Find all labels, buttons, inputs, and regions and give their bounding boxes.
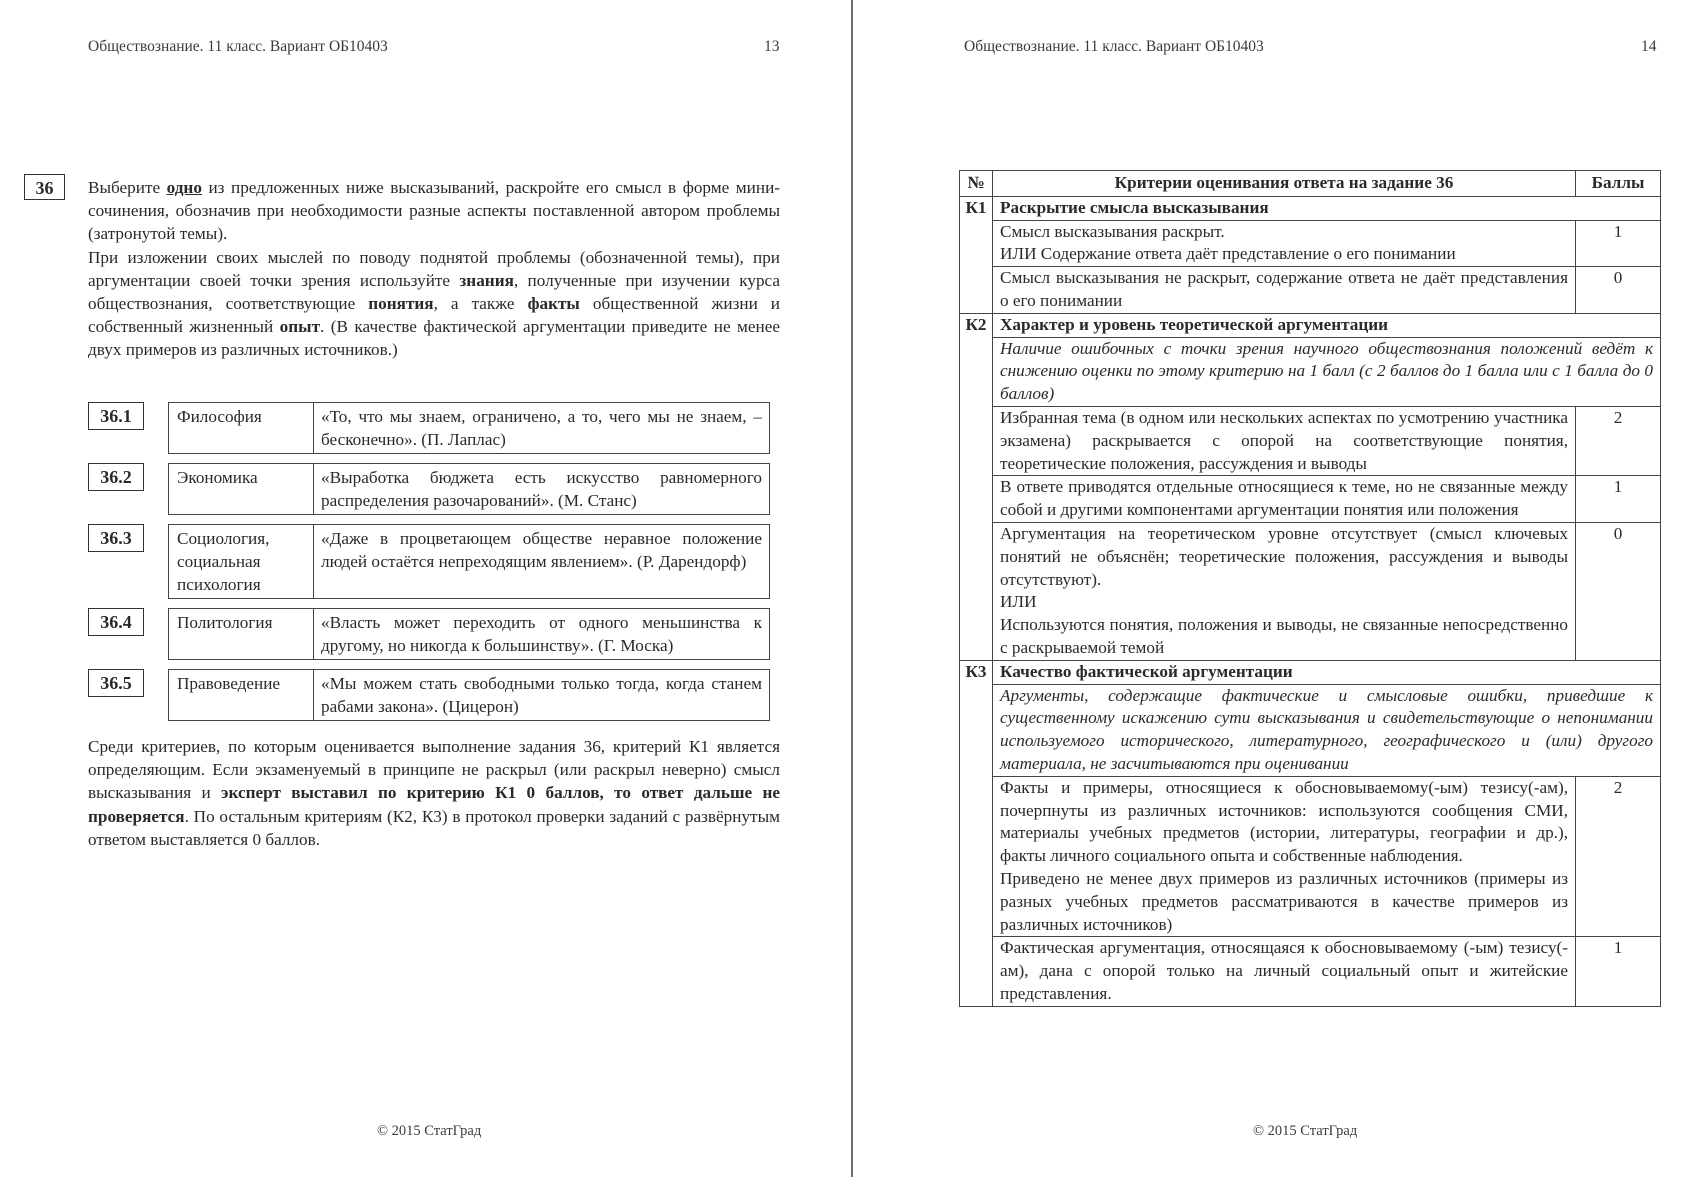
copyright-footer: © 2015 СтатГрад [1253,1123,1358,1139]
option-quote: «Даже в процветающем обществе неравное положение людей остаётся непреходящим явлением». (Р. Дарендорф) [321,529,762,571]
option-quote: «Власть может переходить от одного меньшинства к другому, но никогда к большинству». (Г. Моска) [321,613,762,655]
header-number: № [960,171,993,197]
criterion-description: Смысл высказывания не раскрыт, содержание ответа не даёт представления о его понимании [993,267,1576,314]
page-13 [0,0,851,1177]
table-row [960,267,1661,314]
table-row [960,522,1661,660]
option-quote: «Выработка бюджета есть искусство равномерного распределения разочарований». (М. Станс) [321,468,762,510]
option-number: 36.5 [88,669,144,697]
table-row [960,684,1661,776]
table-row [960,406,1661,475]
table-header-row [960,171,1661,197]
option-subject: Политология [169,609,314,659]
criterion-title: Качество фактической аргументации [993,660,1661,684]
criterion-k3-title [960,660,1661,684]
table-row [960,776,1661,937]
score-value: 0 [1576,522,1661,660]
criterion-id: К1 [960,196,993,313]
criterion-description: Избранная тема (в одном или нескольких аспектах по усмотрению участника экзамена) раскрывается с опорой на соответствующие понятия, теоретические положения, рассуждения и выводы [993,406,1576,475]
grading-note: Среди критериев, по которым оценивается выполнение задания 36, критерий К1 является определяющим. Если экзаменуемый в принципе не раскрыл (или раскрыл неверно) смысл высказывания и эксперт выставил по критерию К1 0 баллов, то ответ дальше не проверяется. По остальным критериям (К2, К3) в протокол проверки заданий с развёрнутым ответом выставляется 0 баллов. [88,737,780,849]
option-number: 36.3 [88,524,144,552]
option-subject: Социология, социальная психология [169,525,314,598]
option-36-3 [88,524,770,599]
option-36-4 [88,608,770,660]
statement-options [88,402,770,730]
option-number: 36.4 [88,608,144,636]
criterion-note: Аргументы, содержащие фактические и смысловые ошибки, приведшие к существенному искажению сути высказывания и свидетельствующие о непонимании используемого исторического, литературного, географического и (или) другого материала, не засчитываются при оценивании [993,684,1661,776]
criterion-id: К2 [960,313,993,660]
option-number: 36.2 [88,463,144,491]
instruction-paragraph-2: При изложении своих мыслей по поводу поднятой проблемы (обозначенной темы), при аргументации своей точки зрения используйте знания, полученные при изучении курса обществознания, соответствующие понятия, а также факты общественной жизни и собственный жизненный опыт. (В качестве фактической аргументации приведите не менее двух примеров из различных источников.) [88,247,781,360]
score-value: 1 [1576,476,1661,523]
table-row [960,220,1661,267]
criterion-description: Смысл высказывания раскрыт. ИЛИ Содержание ответа даёт представление о его понимании [993,220,1576,267]
score-value: 1 [1576,937,1661,1006]
criterion-title: Характер и уровень теоретической аргументации [993,313,1661,337]
page-number: 13 [764,38,780,55]
criterion-description: Фактическая аргументация, относящаяся к обосновываемому (-ым) тезису(-ам), дана с опорой только на личный социальный опыт и житейские представления. [993,937,1576,1006]
criterion-description: В ответе приводятся отдельные относящиеся к теме, но не связанные между собой и другими компонентами аргументации понятия или положения [993,476,1576,523]
table-row [960,937,1661,1006]
criterion-id: К3 [960,660,993,1006]
table-row [960,337,1661,406]
option-36-5 [88,669,770,721]
option-subject: Правоведение [169,670,314,720]
criterion-description: Факты и примеры, относящиеся к обосновываемому(-ым) тезису(-ам), почерпнуты из различных источников: используются сообщения СМИ, материалы учебных предметов (истории, литературы, географии и др.), факты личного социального опыта и собственные наблюдения. Приведено не менее двух примеров из различных источников (примеры из разных учебных предметов рассматриваются в качестве примеров из различных источников) [993,776,1576,937]
instruction-paragraph-1: Выберите одно из предложенных ниже высказываний, раскройте его смысл в форме мини-сочинения, обозначив при необходимости разные аспекты поставленной автором проблемы (затронутой темы). [88,178,780,244]
option-number: 36.1 [88,402,144,430]
criterion-note: Наличие ошибочных с точки зрения научного обществознания положений ведёт к снижению оценки по этому критерию на 1 балл (с 2 баллов до 1 балла или с 1 балла до 0 баллов) [993,337,1661,406]
score-value: 1 [1576,220,1661,267]
running-header: Обществознание. 11 класс. Вариант ОБ10403 [88,38,388,55]
page-number: 14 [1641,38,1657,55]
task-number: 36 [24,174,65,200]
header-criteria: Критерии оценивания ответа на задание 36 [993,171,1576,197]
copyright-footer: © 2015 СтатГрад [377,1123,482,1139]
running-header: Обществознание. 11 класс. Вариант ОБ10403 [964,38,1264,55]
option-quote: «То, что мы знаем, ограничено, а то, чего мы не знаем, – бесконечно». (П. Лаплас) [321,407,762,449]
score-value: 0 [1576,267,1661,314]
task-instructions [88,176,780,362]
option-36-1 [88,402,770,454]
criteria-table [959,170,1661,1007]
header-score: Баллы [1576,171,1661,197]
criterion-title: Раскрытие смысла высказывания [993,196,1661,220]
option-subject: Экономика [169,464,314,514]
table-row [960,476,1661,523]
option-quote: «Мы можем стать свободными только тогда, когда станем рабами закона». (Цицерон) [321,674,762,716]
option-subject: Философия [169,403,314,453]
option-36-2 [88,463,770,515]
criterion-k1-title [960,196,1661,220]
score-value: 2 [1576,406,1661,475]
score-value: 2 [1576,776,1661,937]
criterion-k2-title [960,313,1661,337]
criterion-description: Аргументация на теоретическом уровне отсутствует (смысл ключевых понятий не объяснён; теоретические положения, рассуждения и выводы отсутствуют). ИЛИ Используются понятия, положения и выводы, не связанные непосредственно с раскрываемой темой [993,522,1576,660]
